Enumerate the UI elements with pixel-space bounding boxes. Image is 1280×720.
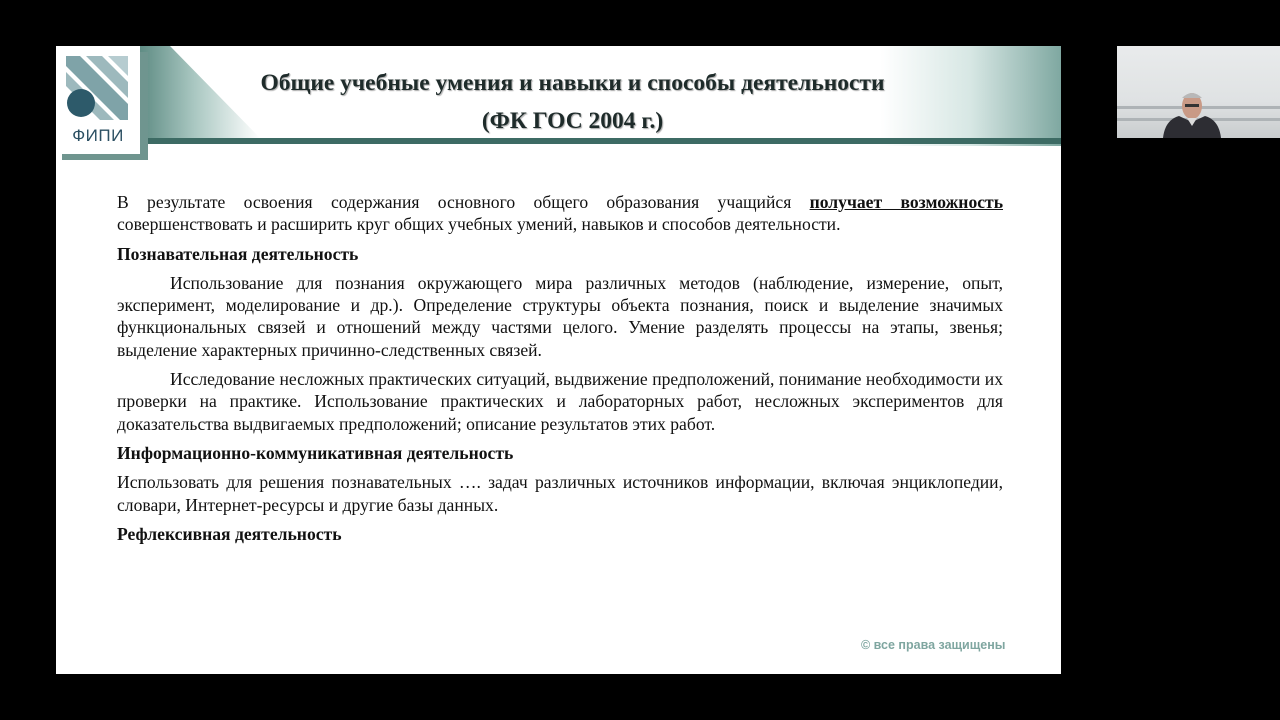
fipi-logo-icon bbox=[66, 56, 128, 120]
slide-title-line1: Общие учебные умения и навыки и способы деятельности bbox=[260, 70, 885, 96]
presentation-slide bbox=[56, 46, 1061, 674]
logo-label: ФИПИ bbox=[72, 126, 124, 145]
section-heading-cognitive: Познавательная деятельность bbox=[117, 243, 359, 264]
communicative-paragraph: Использовать для решения познавательных …. задач различных источников информации, включая энциклопедии, словари, Интернет-ресурсы и другие базы данных. bbox=[117, 472, 1003, 515]
presenter-video-icon bbox=[1117, 46, 1280, 138]
intro-text: В результате освоения содержания основного общего образования учащийся bbox=[117, 192, 810, 212]
fipi-logo bbox=[56, 46, 140, 154]
section-heading-communicative: Информационно-коммуникативная деятельность bbox=[117, 442, 514, 463]
copyright-notice: © все права защищены bbox=[861, 638, 1006, 652]
slide-title-line2: (ФК ГОС 2004 г.) bbox=[481, 108, 664, 134]
intro-paragraph bbox=[117, 191, 1003, 236]
webcam-thumbnail[interactable] bbox=[1117, 46, 1280, 138]
cognitive-paragraph-2: Исследование несложных практических ситуаций, выдвижение предположений, понимание необходимости их проверки на практике. Использование практических и лабораторных работ, несложных экспериментов для доказательства выдвигаемых предположений; описание результатов этих работ. bbox=[117, 369, 1003, 434]
intro-rest: совершенствовать и расширить круг общих учебных умений, навыков и способов деятельности. bbox=[117, 214, 841, 235]
intro-emphasis: получает возможность bbox=[809, 192, 1003, 212]
section-heading-reflexive: Рефлексивная деятельность bbox=[117, 523, 342, 544]
cognitive-paragraph-1: Использование для познания окружающего мира различных методов (наблюдение, измерение, опыт, эксперимент, моделирование и др.). Определение структуры объекта познания, поиск и выделение значимых функциональных связей и отношений между частями целого. Умение разделять процессы на этапы, звенья; выделение характерных причинно-следственных связей. bbox=[117, 272, 1003, 360]
slide-body bbox=[117, 191, 1003, 552]
slide-title bbox=[196, 64, 949, 140]
